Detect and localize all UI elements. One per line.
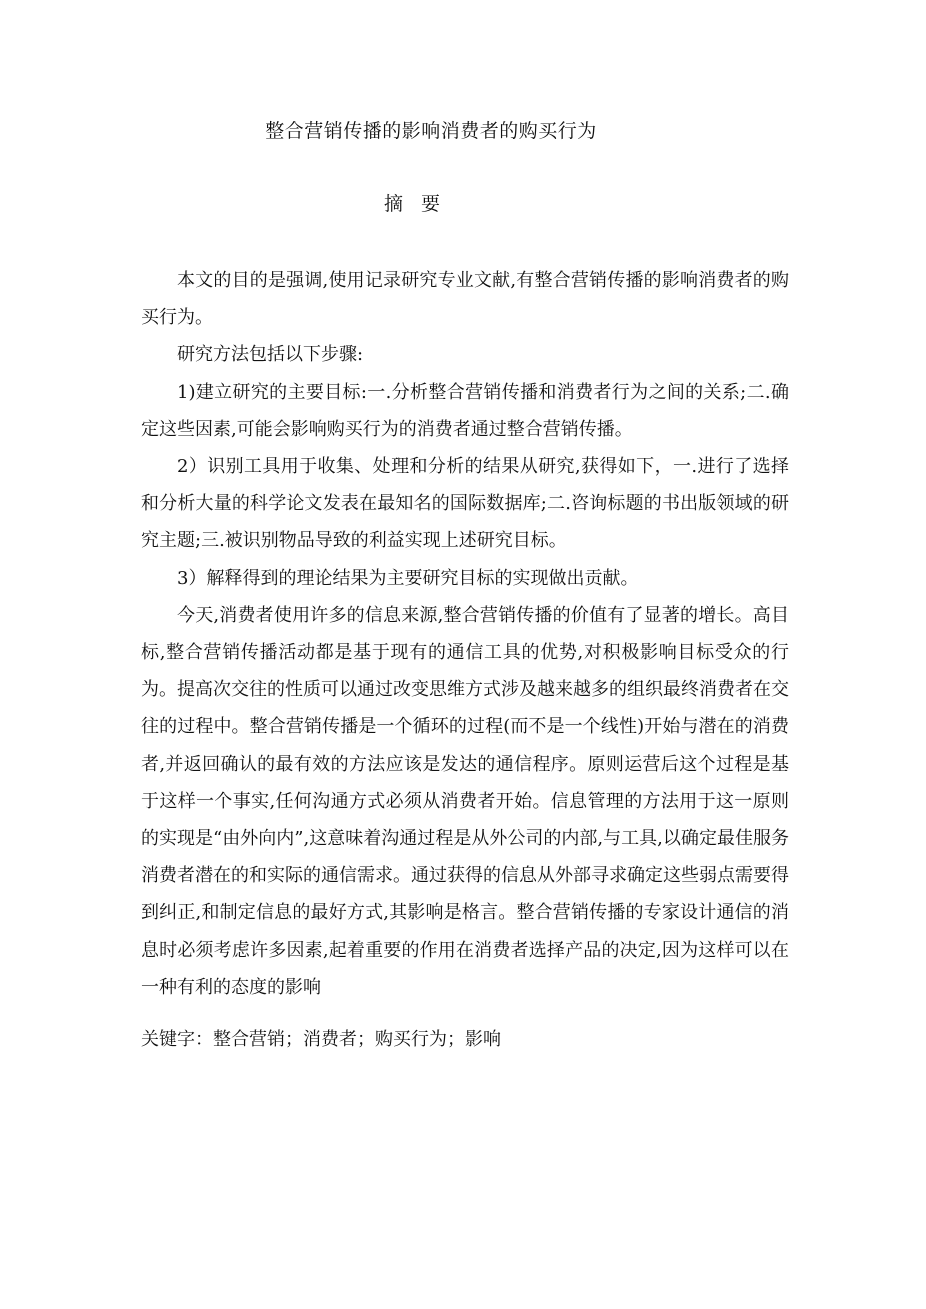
- paragraph-step-2: 2）识别工具用于收集、处理和分析的结果从研究,获得如下，一.进行了选择和分析大量的科学论文发表在最知名的国际数据库;二.咨询标题的书出版领域的研究主题;三.被识别物品导致的利益实现上述研究目标。: [141, 456, 789, 552]
- paragraph-purpose: 本文的目的是强调,使用记录研究专业文献,有整合营销传播的影响消费者的购买行为。: [141, 270, 789, 329]
- abstract-heading: 摘 要: [383, 193, 441, 215]
- abstract-body: [141, 262, 789, 1006]
- paragraph-method-intro: 研究方法包括以下步骤:: [177, 344, 364, 366]
- document-title: 整合营销传播的影响消费者的购买行为: [265, 120, 597, 142]
- paragraph-step-3: 3）解释得到的理论结果为主要研究目标的实现做出贡献。: [177, 567, 639, 589]
- keywords-line: 关键字：整合营销；消费者；购买行为；影响: [141, 1029, 501, 1050]
- paragraph-discussion: 今天,消费者使用许多的信息来源,整合营销传播的价值有了显著的增长。高目标,整合营销传播活动都是基于现有的通信工具的优势,对积极影响目标受众的行为。提高次交往的性质可以通过改变思维方式涉及越来越多的组织最终消费者在交往的过程中。整合营销传播是一个循环的过程(而不是一个线性)开始与潜在的消费者,并返回确认的最有效的方法应该是发达的通信程序。原则运营后这个过程是基于这样一个事实,任何沟通方式必须从消费者开始。信息管理的方法用于这一原则的实现是“由外向内”,这意味着沟通过程是从外公司的内部,与工具,以确定最佳服务消费者潜在的和实际的通信需求。通过获得的信息从外部寻求确定这些弱点需要得到纠正,和制定信息的最好方式,其影响是格言。整合营销传播的专家设计通信的消息时必须考虑许多因素,起着重要的作用在消费者选择产品的决定,因为这样可以在一种有利的态度的影响: [141, 604, 789, 998]
- paragraph-step-1: 1)建立研究的主要目标:一.分析整合营销传播和消费者行为之间的关系;二.确定这些因素,可能会影响购买行为的消费者通过整合营销传播。: [141, 381, 789, 440]
